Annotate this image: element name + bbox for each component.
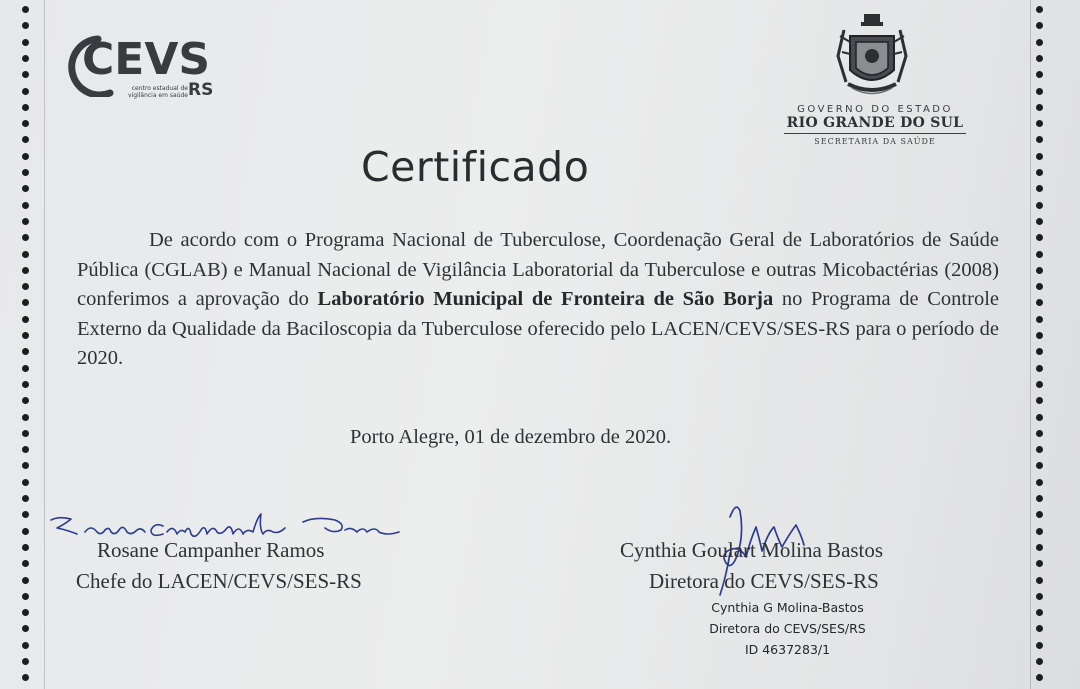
perforation-hole xyxy=(22,446,29,453)
digital-signature-id: ID 4637283/1 xyxy=(744,642,831,657)
perforation-hole xyxy=(22,658,29,665)
perforation-hole xyxy=(1036,642,1043,649)
perforation-hole xyxy=(1036,71,1043,78)
perforation-hole xyxy=(22,381,29,388)
perforation-hole xyxy=(1036,39,1043,46)
perforation-hole xyxy=(22,251,29,258)
perforation-hole xyxy=(1036,6,1043,13)
signer-right-role: Diretora do CEVS/SES-RS xyxy=(649,569,879,593)
perforation-hole xyxy=(1036,153,1043,160)
perforation-hole xyxy=(1036,462,1043,469)
perforation-hole xyxy=(22,560,29,567)
perforation-hole xyxy=(1036,218,1043,225)
perforation-hole xyxy=(22,88,29,95)
perforation-hole xyxy=(1036,544,1043,551)
perforation-hole xyxy=(22,348,29,355)
perforation-hole xyxy=(1036,332,1043,339)
place-and-date: Porto Alegre, 01 de dezembro de 2020. xyxy=(350,426,672,448)
perforation-hole xyxy=(1036,120,1043,127)
gov-line-governo: GOVERNO DO ESTADO xyxy=(797,104,953,115)
cevs-logo-word: CEVS xyxy=(82,34,211,85)
perforation-hole xyxy=(22,528,29,535)
perforation-hole xyxy=(1036,55,1043,62)
perforation-hole xyxy=(22,316,29,323)
perforation-hole xyxy=(22,6,29,13)
perforation-hole xyxy=(22,299,29,306)
perforation-hole xyxy=(1036,593,1043,600)
perforation-hole xyxy=(1036,381,1043,388)
perforation-hole xyxy=(22,462,29,469)
perforation-hole xyxy=(22,674,29,681)
perforation-hole xyxy=(22,283,29,290)
perforation-hole xyxy=(22,120,29,127)
perforation-hole xyxy=(22,55,29,62)
perforation-hole xyxy=(22,609,29,616)
perforation-hole xyxy=(1036,658,1043,665)
perforation-hole xyxy=(1036,365,1043,372)
perforation-hole xyxy=(22,593,29,600)
certificate-body xyxy=(77,226,999,374)
digital-signature-block xyxy=(690,597,885,660)
digital-signature-role: Diretora do CEVS/SES/RS xyxy=(709,621,866,636)
perforation-hole xyxy=(1036,234,1043,241)
perforation-hole xyxy=(1036,316,1043,323)
perforation-hole xyxy=(22,332,29,339)
cevs-logo xyxy=(64,33,214,103)
perforation-hole xyxy=(1036,185,1043,192)
perforation-hole xyxy=(1036,283,1043,290)
perforation-hole xyxy=(1036,169,1043,176)
perforation-hole xyxy=(1036,88,1043,95)
perforation-hole xyxy=(22,430,29,437)
perforation-hole xyxy=(1036,267,1043,274)
perforation-hole xyxy=(1036,22,1043,29)
perforation-hole xyxy=(1036,495,1043,502)
certificate-title: Certificado xyxy=(361,143,590,191)
perforation-hole xyxy=(22,267,29,274)
perforation-hole xyxy=(22,169,29,176)
perforation-hole xyxy=(22,495,29,502)
perforation-hole xyxy=(1036,136,1043,143)
perforation-line-left xyxy=(44,0,45,689)
signer-left-name: Rosane Campanher Ramos xyxy=(97,538,325,562)
perforation-hole xyxy=(22,153,29,160)
perforation-hole xyxy=(22,414,29,421)
gov-line-secretaria: SECRETARIA DA SAÚDE xyxy=(814,137,936,146)
perforation-hole xyxy=(22,234,29,241)
body-text-part2: no Programa de Controle Externo da Qualidade da Baciloscopia da Tuberculose oferecido pelo LACEN/CEVS/SES-RS para o período de 2020. xyxy=(77,288,999,369)
cevs-logo-suffix: RS xyxy=(188,80,214,100)
gov-divider xyxy=(784,133,966,134)
perforation-hole xyxy=(1036,104,1043,111)
perforation-hole xyxy=(22,185,29,192)
perforation-hole xyxy=(1036,609,1043,616)
perforation-hole xyxy=(22,136,29,143)
perforation-hole xyxy=(22,397,29,404)
perforation-hole xyxy=(1036,414,1043,421)
perforation-holes-left xyxy=(22,0,32,689)
perforation-hole xyxy=(1036,479,1043,486)
perforation-hole xyxy=(22,642,29,649)
perforation-hole xyxy=(1036,577,1043,584)
perforation-hole xyxy=(1036,397,1043,404)
perforation-hole xyxy=(22,22,29,29)
gov-line-state: RIO GRANDE DO SUL xyxy=(786,115,964,131)
perforation-hole xyxy=(1036,674,1043,681)
perforation-hole xyxy=(22,39,29,46)
perforation-hole xyxy=(1036,560,1043,567)
signer-left-role: Chefe do LACEN/CEVS/SES-RS xyxy=(76,569,362,593)
perforation-hole xyxy=(22,479,29,486)
perforation-hole xyxy=(22,544,29,551)
perforation-hole xyxy=(22,218,29,225)
digital-signature-name: Cynthia G Molina-Bastos xyxy=(711,600,864,615)
perforation-hole xyxy=(22,577,29,584)
perforation-hole xyxy=(22,104,29,111)
perforation-hole xyxy=(22,625,29,632)
perforation-line-right xyxy=(1030,0,1031,689)
cevs-logo-subtitle: centro estadual de vigilância em saúde xyxy=(128,85,188,99)
perforation-hole xyxy=(22,365,29,372)
perforation-hole xyxy=(1036,511,1043,518)
laboratory-name: Laboratório Municipal de Fronteira de São Borja xyxy=(317,288,774,310)
perforation-hole xyxy=(1036,348,1043,355)
perforation-hole xyxy=(22,202,29,209)
perforation-hole xyxy=(1036,299,1043,306)
perforation-hole xyxy=(22,71,29,78)
coat-of-arms-icon xyxy=(834,12,910,100)
body-text-part1: De acordo com o Programa Nacional de Tuberculose, Coordenação Geral de Laboratórios de Saúde Pública (CGLAB) e Manual Nacional de Vigilância Laboratorial da Tuberculose e outras Micobactérias (2008) conferimos a aprovação do xyxy=(77,229,999,310)
signer-right-name: Cynthia Goulart Molina Bastos xyxy=(620,538,884,562)
perforation-hole xyxy=(1036,625,1043,632)
perforation-hole xyxy=(1036,202,1043,209)
perforation-hole xyxy=(1036,251,1043,258)
perforation-hole xyxy=(22,511,29,518)
perforation-hole xyxy=(1036,430,1043,437)
government-emblem xyxy=(770,12,980,157)
perforation-hole xyxy=(1036,446,1043,453)
perforation-holes-right xyxy=(1036,0,1046,689)
perforation-hole xyxy=(1036,528,1043,535)
